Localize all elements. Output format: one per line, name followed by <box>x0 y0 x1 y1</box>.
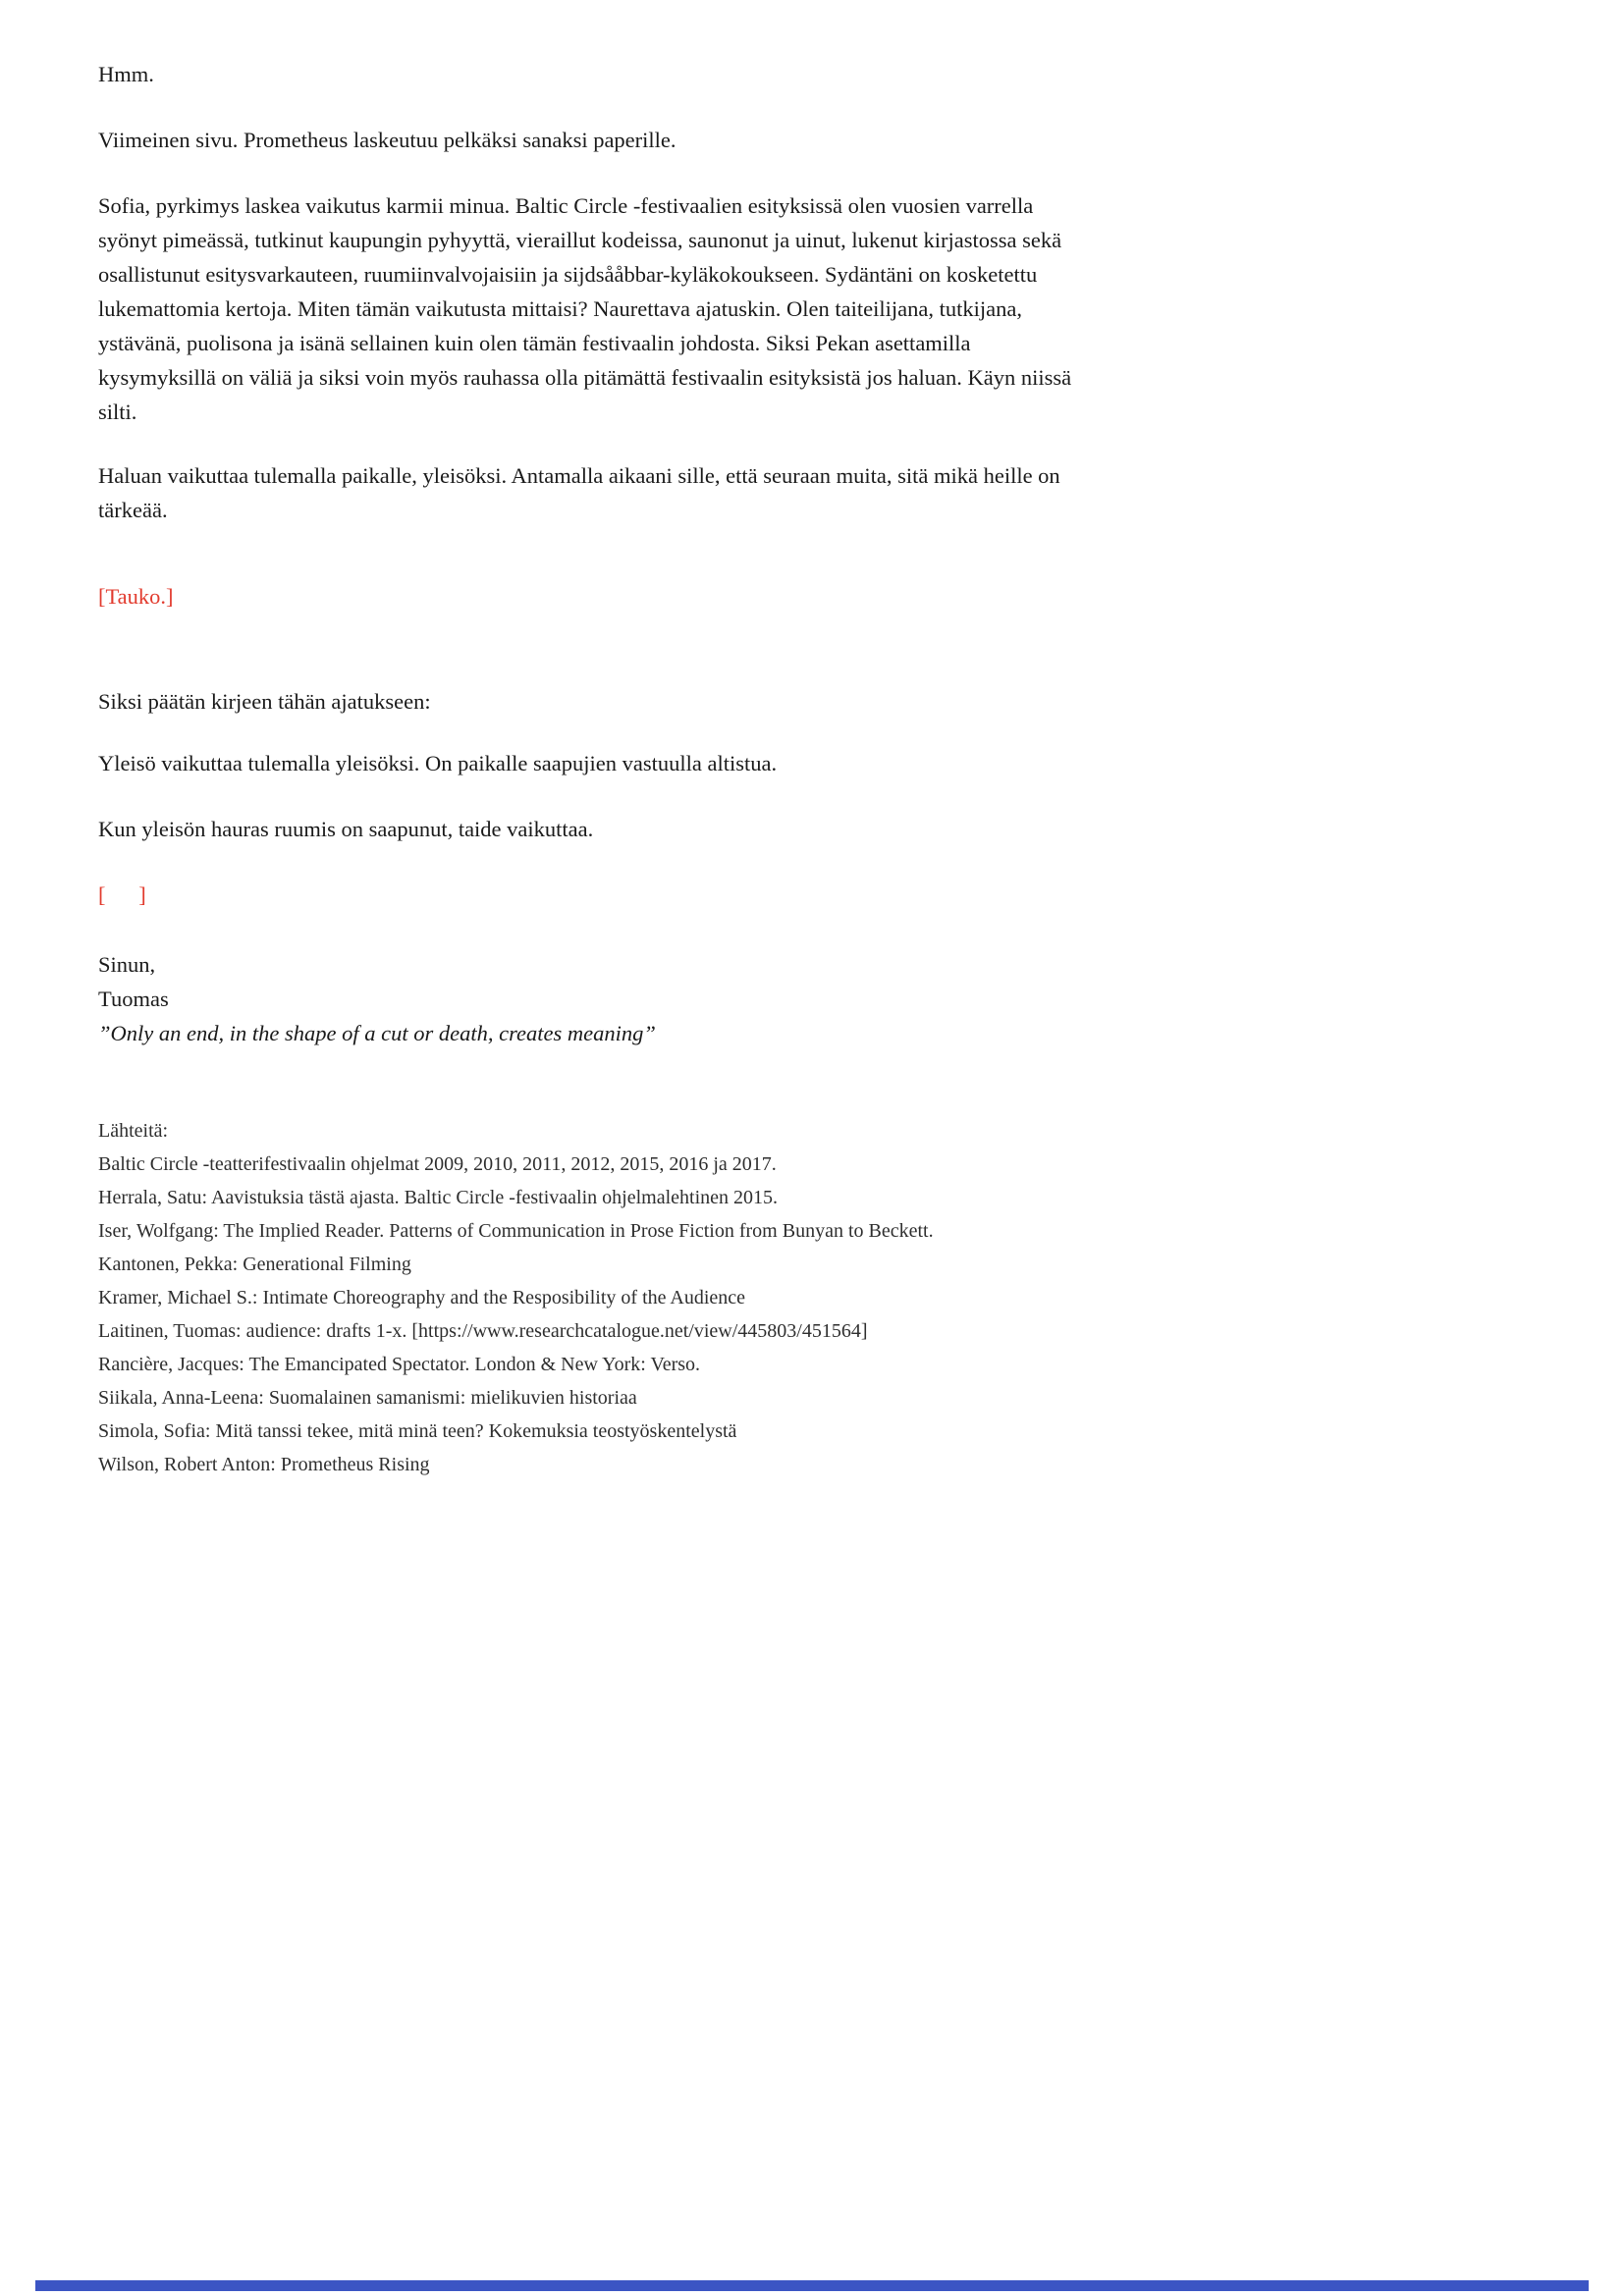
paragraph-siksi: Siksi päätän kirjeen tähän ajatukseen: <box>98 689 431 714</box>
paragraph-sofia: Sofia, pyrkimys laskea vaikutus karmii minua. Baltic Circle -festivaalien esityksissä olen vuosien varrella syönyt pimeässä, tutkinut kaupungin pyhyyttä, vieraillut kodeissa, saunonut ja uinut, lukenut kirjastossa sekä osallistunut esitysvarkauteen, ruumiinvalvojaisiin ja sijdsååbbar-kyläkokoukseen. Sydäntäni on kosketettu lukemattomia kertoja. Miten tämän vaikutusta mittaisi? Naurettava ajatuskin. Olen taiteilijana, tutkijana, ystävänä, puolisona ja isänä sellainen kuin olen tämän festivaalin johdosta. Siksi Pekan asettamilla kysymyksillä on väliä ja siksi voin myös rauhassa olla pitämättä festivaalin esityksistä jos haluan. Käyn niissä silti. <box>98 193 1072 424</box>
paragraph-kun: Kun yleisön hauras ruumis on saapunut, taide vaikuttaa. <box>98 817 594 841</box>
sources-heading: Lähteitä: <box>98 1120 169 1142</box>
closing-quote: ”Only an end, in the shape of a cut or death, creates meaning” <box>98 1021 656 1045</box>
source-item: Wilson, Robert Anton: Prometheus Rising <box>98 1454 430 1475</box>
signature-closing: Sinun, <box>98 952 156 977</box>
bracket-marker: [ ] <box>98 882 146 907</box>
source-item: Simola, Sofia: Mitä tanssi tekee, mitä minä teen? Kokemuksia teostyöskentelystä <box>98 1420 737 1442</box>
source-item: Kramer, Michael S.: Intimate Choreography and the Resposibility of the Audience <box>98 1287 746 1308</box>
signature-name: Tuomas <box>98 987 169 1011</box>
source-item: Siikala, Anna-Leena: Suomalainen samanismi: mielikuvien historiaa <box>98 1387 637 1409</box>
paragraph-haluan: Haluan vaikuttaa tulemalla paikalle, yleisöksi. Antamalla aikaani sille, että seuraan muita, sitä mikä heille on tärkeää. <box>98 463 1060 522</box>
sources-list <box>98 1148 1424 1481</box>
source-item: Iser, Wolfgang: The Implied Reader. Patterns of Communication in Prose Fiction from Bunyan to Beckett. <box>98 1220 934 1242</box>
source-item: Rancière, Jacques: The Emancipated Spectator. London & New York: Verso. <box>98 1354 701 1375</box>
paragraph-greeting: Hmm. <box>98 62 154 86</box>
signature-block <box>98 947 1090 1050</box>
sources-section <box>98 1114 1424 1481</box>
footer-accent-bar <box>35 2280 1589 2291</box>
source-item: Baltic Circle -teatterifestivaalin ohjelmat 2009, 2010, 2011, 2012, 2015, 2016 ja 2017. <box>98 1153 777 1175</box>
source-item: Kantonen, Pekka: Generational Filming <box>98 1254 411 1275</box>
paragraph-yleiso: Yleisö vaikuttaa tulemalla yleisöksi. On paikalle saapujien vastuulla altistua. <box>98 751 778 775</box>
source-item: Laitinen, Tuomas: audience: drafts 1-x. [https://www.researchcatalogue.net/view/445803/451564] <box>98 1320 868 1342</box>
source-item: Herrala, Satu: Aavistuksia tästä ajasta. Baltic Circle -festivaalin ohjelmalehtinen 2015. <box>98 1187 779 1208</box>
letter-body <box>98 57 1090 1050</box>
pause-marker: [Tauko.] <box>98 584 174 609</box>
paragraph-last-page: Viimeinen sivu. Prometheus laskeutuu pelkäksi sanaksi paperille. <box>98 128 677 152</box>
